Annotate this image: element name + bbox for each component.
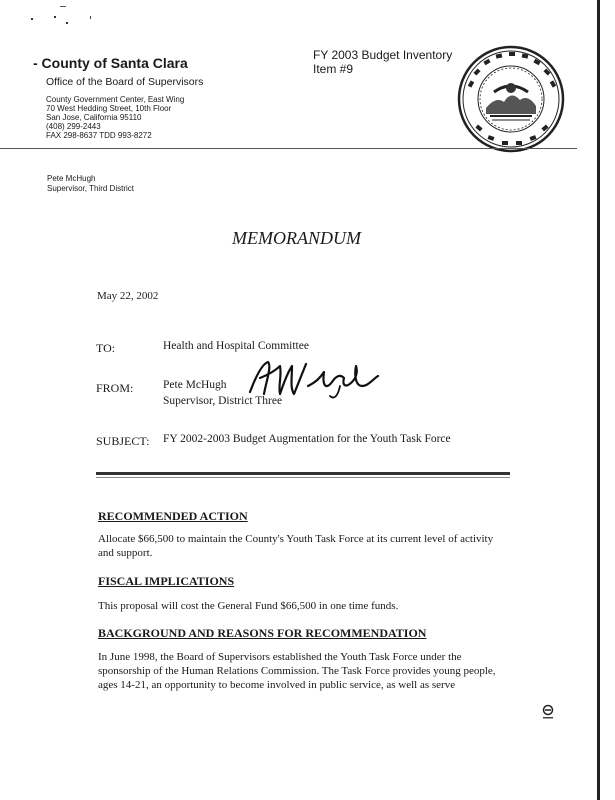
sender-title: Supervisor, Third District [47,184,134,193]
recycled-mark-icon [542,704,554,720]
handwritten-line: Item #9 [313,62,354,76]
county-seal-icon [456,44,566,154]
header-divider [0,148,577,149]
org-name: - County of Santa Clara [33,55,188,71]
address-line: (408) 299-2443 [46,122,101,131]
handwritten-line: FY 2003 Budget Inventory [313,48,453,62]
section-divider [96,472,510,475]
recommended-action-text: Allocate $66,500 to maintain the County's Youth Task Force at its current level of activity and support. [98,533,494,559]
fiscal-implications-heading: FISCAL IMPLICATIONS [98,574,235,588]
address-line: FAX 298-8637 TDD 993-8272 [46,131,152,140]
background-heading: BACKGROUND AND REASONS FOR RECOMMENDATION [98,626,427,640]
sender-block [47,174,134,194]
from-name: Pete McHugh [163,379,227,391]
address-line: County Government Center, East Wing [46,95,185,104]
to-value: Health and Hospital Committee [163,340,309,352]
memo-date: May 22, 2002 [97,290,159,302]
memo-title: MEMORANDUM [232,228,361,248]
subject-label: SUBJECT: [96,434,150,448]
address-line: San Jose, California 95110 [46,113,142,122]
from-label: FROM: [96,381,134,395]
signature-image [246,356,386,402]
to-label: TO: [96,341,116,355]
recommended-action-heading: RECOMMENDED ACTION [98,509,248,523]
from-title: Supervisor, District Three [163,395,283,407]
handwritten-note [313,48,452,76]
fiscal-implications-text: This proposal will cost the General Fund $66,500 in one time funds. [98,600,399,612]
section-divider [96,477,510,478]
scan-edge [597,0,600,800]
office-name: Office of the Board of Supervisors [46,76,204,88]
address-line: 70 West Hedding Street, 10th Floor [46,104,172,113]
subject-value: FY 2002-2003 Budget Augmentation for the Youth Task Force [163,433,451,445]
sender-name: Pete McHugh [47,174,96,183]
scan-specks [30,6,110,26]
background-text: In June 1998, the Board of Supervisors established the Youth Task Force under the sponsorship of the Human Relations Commission. The Task Force provides young people, ages 14-21, an opportunity to become involved in public service, as well as serve [98,651,496,691]
